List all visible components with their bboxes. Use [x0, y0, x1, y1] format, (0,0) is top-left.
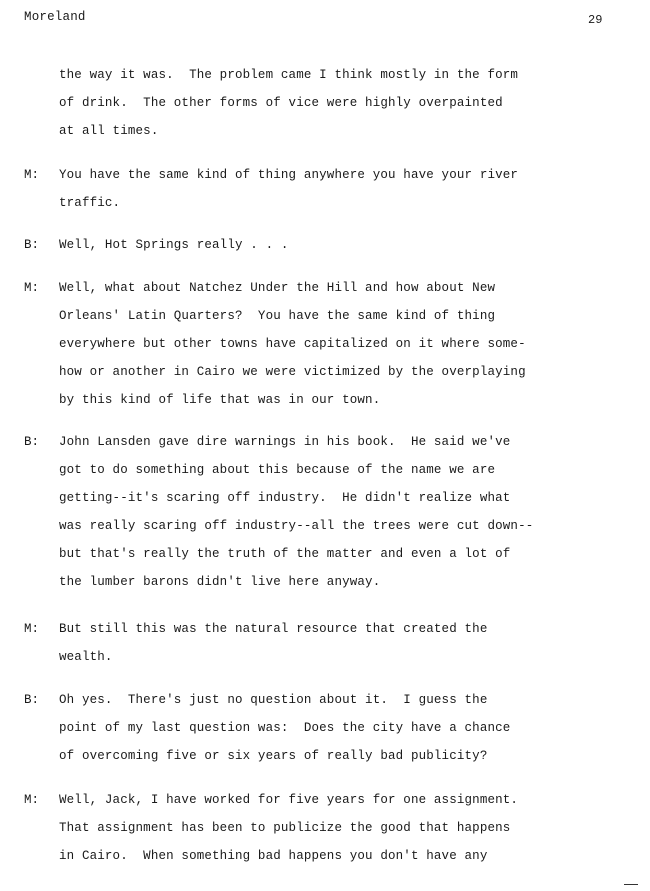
transcript-line: in Cairo. When something bad happens you don't have any [59, 849, 488, 863]
transcript-line: by this kind of life that was in our town. [59, 393, 381, 407]
transcript-line: That assignment has been to publicize the good that happens [59, 821, 511, 835]
transcript-line: Orleans' Latin Quarters? You have the same kind of thing [59, 309, 496, 323]
transcript-line: Well, Jack, I have worked for five years for one assignment. [59, 793, 519, 807]
transcript-line: how or another in Cairo we were victimized by the overplaying [59, 365, 526, 379]
transcript-line: wealth. [59, 650, 113, 664]
transcript-line: point of my last question was: Does the city have a chance [59, 721, 511, 735]
speaker-label: B: [24, 693, 40, 707]
transcript-line: You have the same kind of thing anywhere you have your river [59, 168, 519, 182]
transcript-line: Oh yes. There's just no question about it. I guess the [59, 693, 488, 707]
speaker-label: M: [24, 793, 40, 807]
speaker-label: M: [24, 622, 40, 636]
transcript-line: John Lansden gave dire warnings in his book. He said we've [59, 435, 511, 449]
speaker-label: M: [24, 281, 40, 295]
transcript-line: everywhere but other towns have capitalized on it where some- [59, 337, 526, 351]
speaker-label: B: [24, 238, 40, 252]
transcript-line: Well, what about Natchez Under the Hill and how about New [59, 281, 496, 295]
transcript-line: But still this was the natural resource that created the [59, 622, 488, 636]
transcript-line: but that's really the truth of the matter and even a lot of [59, 547, 511, 561]
transcript-line: got to do something about this because of the name we are [59, 463, 496, 477]
header-interviewee-name: Moreland [24, 10, 86, 24]
speaker-label: M: [24, 168, 40, 182]
transcript-line: of overcoming five or six years of really bad publicity? [59, 749, 488, 763]
transcript-line: was really scaring off industry--all the trees were cut down-- [59, 519, 534, 533]
transcript-line: getting--it's scaring off industry. He didn't realize what [59, 491, 511, 505]
transcript-line: traffic. [59, 196, 121, 210]
transcript-line: at all times. [59, 124, 159, 138]
speaker-label: B: [24, 435, 40, 449]
transcript-line: the way it was. The problem came I think mostly in the form [59, 68, 519, 82]
transcript-line: Well, Hot Springs really . . . [59, 238, 289, 252]
transcript-line: of drink. The other forms of vice were highly overpainted [59, 96, 503, 110]
scan-mark [624, 884, 638, 885]
transcript-line: the lumber barons didn't live here anyway. [59, 575, 381, 589]
page-number: 29 [588, 13, 603, 27]
